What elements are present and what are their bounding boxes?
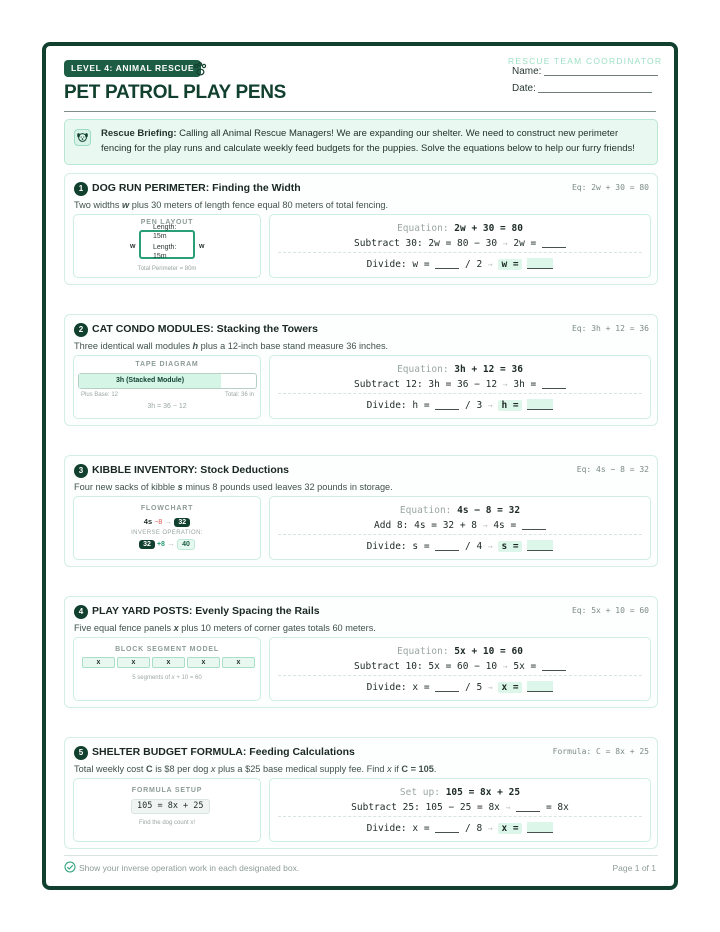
coordinator-label: RESCUE TEAM COORDINATOR <box>508 56 663 66</box>
section-dog-run <box>64 173 658 285</box>
equation-line: Equation: 5x + 10 = 60 <box>397 646 523 657</box>
section-number: 5 <box>74 746 88 760</box>
paw-icon <box>192 61 208 77</box>
formula-note: Find the dog count x! <box>138 820 196 826</box>
equation-line: Equation: 2w + 30 = 80 <box>397 223 523 234</box>
answer-blank[interactable] <box>542 379 566 389</box>
step-two-line: Divide: x = / 5 → x = <box>270 681 650 693</box>
solution-workspace <box>269 778 651 842</box>
flow-inverse: 32 +8 → 40 <box>74 539 260 550</box>
flowchart-diagram <box>73 496 261 560</box>
pen-side-left: w <box>130 243 136 250</box>
section-number: 2 <box>74 323 88 337</box>
section-cat-condo <box>64 314 658 426</box>
step-one-line: Subtract 12: 3h = 36 − 12 → 3h = <box>270 379 650 390</box>
formula-chip: 105 = 8x + 25 <box>131 799 210 814</box>
briefing-panel <box>64 119 658 165</box>
section-equation-tag: Eq: 5x + 10 = 60 <box>571 606 649 615</box>
briefing-lead: Rescue Briefing: <box>101 128 177 139</box>
final-answer-blank[interactable] <box>527 399 553 410</box>
tape-fill: 3h (Stacked Module) <box>79 374 221 388</box>
footer-note: Show your inverse operation work in each designated box. <box>79 863 300 873</box>
formula-setup-diagram <box>73 778 261 842</box>
final-answer-blank[interactable] <box>527 258 553 269</box>
tape-calc: 3h = 36 − 12 <box>147 403 187 410</box>
section-equation-tag: Eq: 2w + 30 = 80 <box>571 183 649 192</box>
section-title: KIBBLE INVENTORY: Stock Deductions <box>92 464 289 476</box>
solution-workspace <box>269 496 651 560</box>
answer-blank[interactable] <box>542 238 566 248</box>
section-title: PLAY YARD POSTS: Evenly Spacing the Rails <box>92 605 320 617</box>
step-divider <box>278 816 642 817</box>
final-answer-blank[interactable] <box>527 822 553 833</box>
final-answer-blank[interactable] <box>527 540 553 551</box>
section-equation-tag: Formula: C = 8x + 25 <box>552 747 649 756</box>
tape-base-label: Plus Base: 12 <box>81 392 119 398</box>
tape-diagram <box>73 355 261 419</box>
step-one-line: Subtract 30: 2w = 80 − 30 → 2w = <box>270 238 650 249</box>
dog-face-icon <box>74 129 91 146</box>
section-number: 1 <box>74 182 88 196</box>
section-number: 3 <box>74 464 88 478</box>
step-two-line: Divide: w = / 2 → w = <box>270 258 650 270</box>
section-equation-tag: Eq: 3h + 12 = 36 <box>571 324 649 333</box>
step-one-line: Subtract 25: 105 − 25 = 8x → = 8x <box>351 802 569 813</box>
page-title: PET PATROL PLAY PENS <box>64 82 287 103</box>
tape-total-label: Total: 36 in <box>224 392 254 398</box>
segment-block: x <box>152 657 185 668</box>
segment-block: x <box>82 657 115 668</box>
page-number: Page 1 of 1 <box>612 863 656 873</box>
section-kibble-inventory <box>64 455 658 567</box>
step-divider <box>278 252 642 253</box>
section-description: Total weekly cost C is $8 per dog x plus a $25 base medical supply fee. Find x if C = 105. <box>74 764 437 774</box>
step-two-line: Divide: h = / 3 → h = <box>270 399 650 411</box>
equation-line: Equation: 4s − 8 = 32 <box>399 505 521 516</box>
tape-bar <box>78 373 257 389</box>
pen-top-length: Length: 15m <box>153 224 177 240</box>
date-field[interactable] <box>538 92 652 93</box>
step-divider <box>278 393 642 394</box>
inverse-label: INVERSE OPERATION: <box>131 530 203 536</box>
answer-blank[interactable] <box>435 259 459 269</box>
equation-line: Set up: 105 = 8x + 25 <box>399 787 521 798</box>
segment-block: x <box>117 657 150 668</box>
pen-layout-diagram <box>73 214 261 278</box>
equation-line: Equation: 3h + 12 = 36 <box>397 364 523 375</box>
step-divider <box>278 534 642 535</box>
block-segment-diagram <box>73 637 261 701</box>
step-two-line: Divide: s = / 4 → s = <box>270 540 650 552</box>
solution-workspace <box>269 637 651 701</box>
briefing-text: Calling all Animal Rescue Managers! We are expanding our shelter. We need to construct new perimeter fencing for the play runs and calculate weekly feed budgets for the puppies. Solve the equations below to help our furry friends! <box>101 128 635 154</box>
answer-blank[interactable] <box>435 541 459 551</box>
worksheet <box>42 42 678 890</box>
answer-blank[interactable] <box>516 802 540 812</box>
diagram-label: TAPE DIAGRAM <box>135 361 199 368</box>
section-play-yard <box>64 596 658 708</box>
answer-blank[interactable] <box>435 682 459 692</box>
section-title: DOG RUN PERIMETER: Finding the Width <box>92 182 301 194</box>
footer-divider <box>64 855 658 856</box>
segment-note: 5 segments of x + 10 = 60 <box>132 675 202 681</box>
segment-block: x <box>222 657 255 668</box>
name-label: Name: <box>512 66 542 77</box>
section-equation-tag: Eq: 4s − 8 = 32 <box>576 465 649 474</box>
perimeter-note: Total Perimeter = 80m <box>137 266 197 272</box>
name-field[interactable] <box>544 75 658 76</box>
step-one-line: Subtract 10: 5x = 60 − 10 → 5x = <box>270 661 650 672</box>
segment-block: x <box>187 657 220 668</box>
final-answer-blank[interactable] <box>527 681 553 692</box>
answer-blank[interactable] <box>542 661 566 671</box>
level-badge: LEVEL 4: ANIMAL RESCUE <box>64 60 201 77</box>
section-title: CAT CONDO MODULES: Stacking the Towers <box>92 323 318 335</box>
diagram-label: BLOCK SEGMENT MODEL <box>115 646 219 653</box>
solution-workspace <box>269 355 651 419</box>
section-description: Five equal fence panels x plus 10 meters of corner gates totals 60 meters. <box>74 623 376 633</box>
step-two-line: Divide: x = / 8 → x = <box>270 822 650 834</box>
solution-workspace <box>269 214 651 278</box>
header-divider <box>64 111 656 112</box>
answer-blank[interactable] <box>435 400 459 410</box>
answer-blank[interactable] <box>522 520 546 530</box>
section-description: Two widths w plus 30 meters of length fence equal 80 meters of total fencing. <box>74 200 389 210</box>
diagram-label: PEN LAYOUT <box>140 219 194 226</box>
step-divider <box>278 675 642 676</box>
check-circle-icon <box>64 861 76 873</box>
pen-side-right: w <box>199 243 205 250</box>
section-description: Four new sacks of kibble s minus 8 pounds used leaves 32 pounds in storage. <box>74 482 393 492</box>
section-description: Three identical wall modules h plus a 12-inch base stand measure 36 inches. <box>74 341 389 351</box>
diagram-label: FORMULA SETUP <box>131 787 203 794</box>
section-number: 4 <box>74 605 88 619</box>
section-shelter-budget <box>64 737 658 849</box>
pen-bottom-length: Length: 15m <box>153 244 177 260</box>
answer-blank[interactable] <box>435 823 459 833</box>
step-one-line: Add 8: 4s = 32 + 8 → 4s = <box>270 520 650 531</box>
flow-forward: 4s −8 → 32 <box>74 517 260 527</box>
diagram-label: FLOWCHART <box>140 505 194 512</box>
date-label: Date: <box>512 83 536 94</box>
section-title: SHELTER BUDGET FORMULA: Feeding Calculations <box>92 746 355 758</box>
